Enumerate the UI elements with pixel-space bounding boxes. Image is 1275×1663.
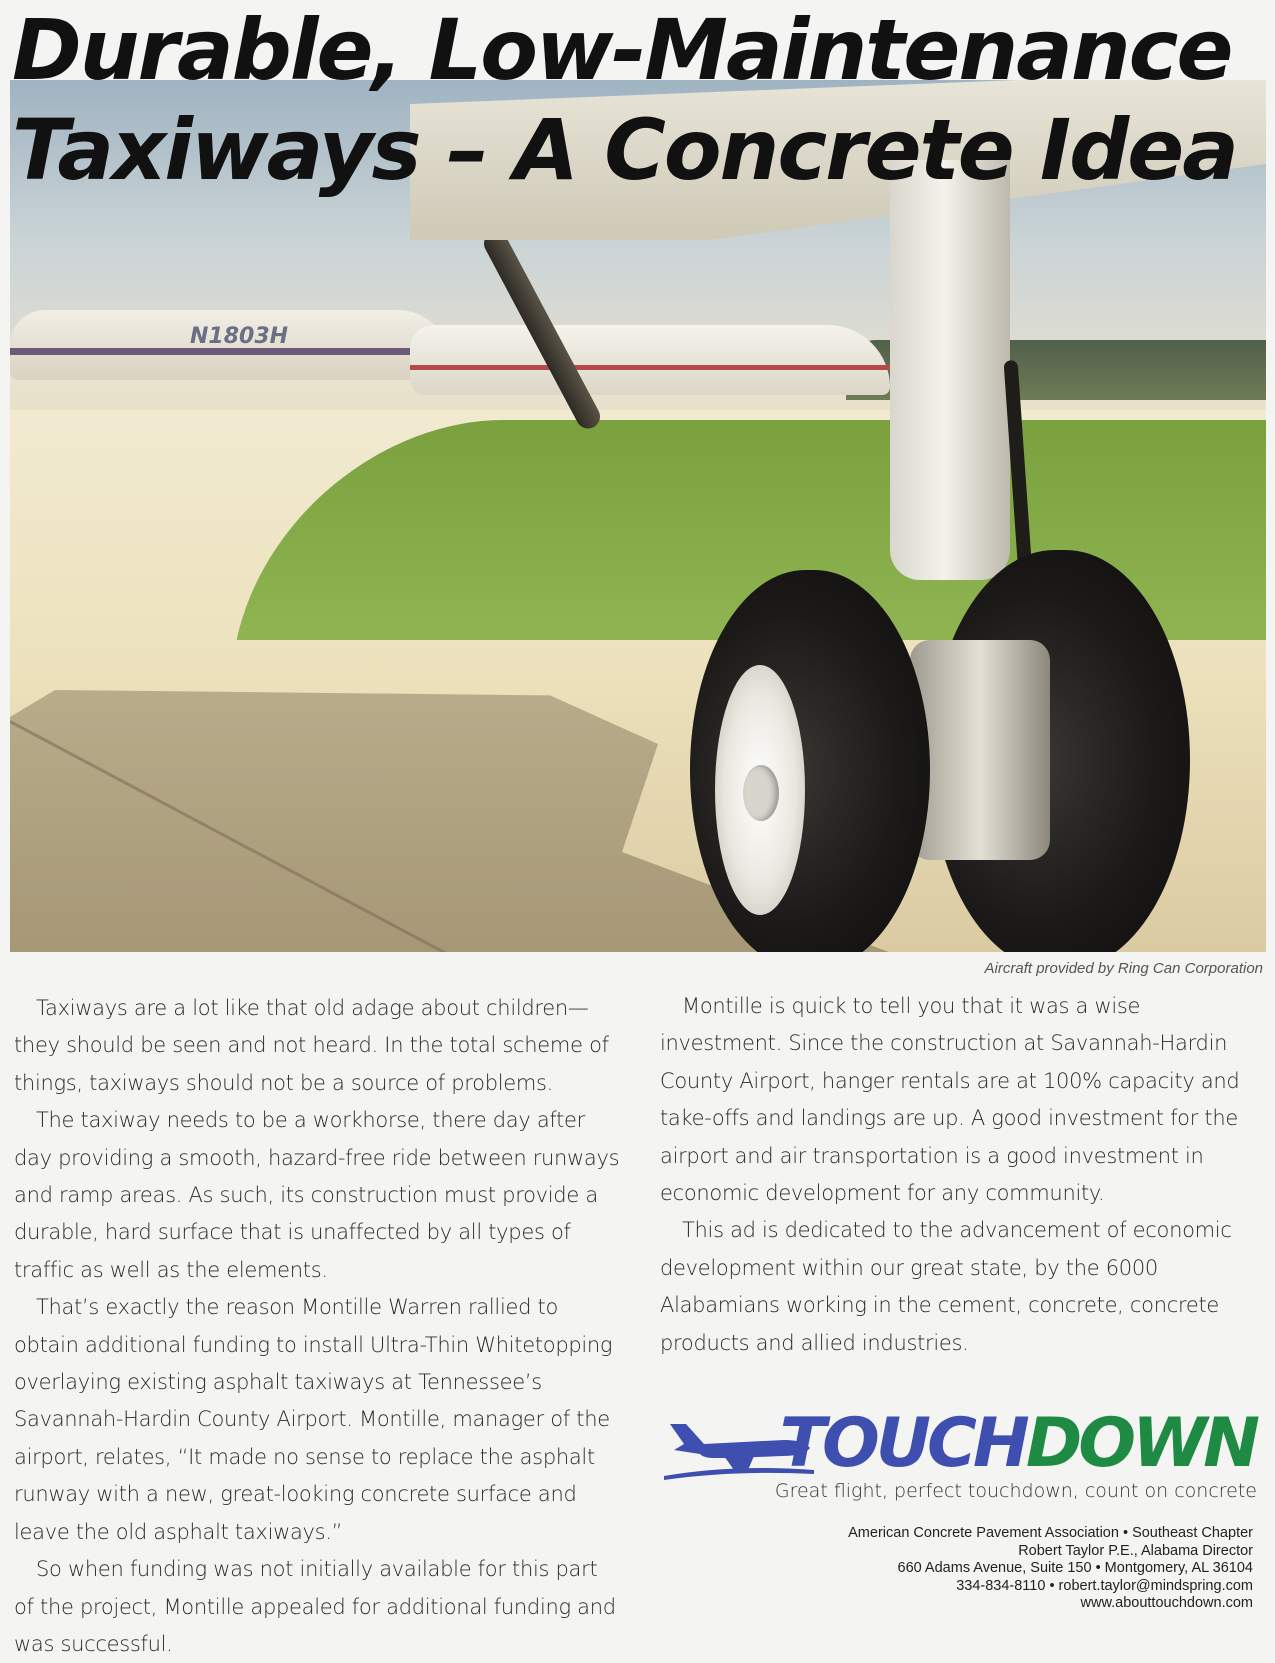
contact-address: 660 Adams Avenue, Suite 150 • Montgomery, AL 36104 [897,1560,1253,1577]
photo-wheel-hub [910,640,1050,860]
contact-person: Robert Taylor P.E., Alabama Director [1018,1542,1253,1559]
photo-parked-plane [10,310,450,380]
paragraph: This ad is dedicated to the advancement of economic development within our great state, by the 6000 Alabamians working in the cement, concrete, concrete products and allied industries. [660,1218,1232,1355]
article-right-column [660,988,1260,1362]
contact-organization: American Concrete Pavement Association • Southeast Chapter [848,1525,1253,1541]
paragraph: So when funding was not initially available for this part of the project, Montille appealed for additional funding and was successful. [14,1557,616,1656]
brand-name-down: DOWN [1025,1404,1256,1483]
contact-phone-email: 334-834-8110 • robert.taylor@mindspring.com [956,1577,1253,1594]
aircraft-registration: N1803H [190,324,289,349]
headline-line-1: Durable, Low-Maintenance [12,1,1232,99]
brand-name-touch: TOUCH [779,1404,1026,1483]
photo-landing-gear-strut [890,160,1010,580]
paragraph: The taxiway needs to be a workhorse, there day after day providing a smooth, hazard-free ride between runways and ramp areas. As such, its construction must provide a durable, hard surface that is unaffected by all types of traffic as well as the elements. [14,1108,620,1282]
paragraph: Montille is quick to tell you that it was a wise investment. Since the construction at Savannah-Hardin County Airport, hanger rentals are at 100% capacity and take-offs and landings are up. A good investment for the airport and air transportation is a good investment in economic development for any community. [660,994,1240,1206]
paragraph: That’s exactly the reason Montille Warren rallied to obtain additional funding to install Ultra-Thin Whitetopping overlaying existing asphalt taxiways at Tennessee’s Savannah-Hardin County Airport. Montille, manager of the airport, relates, “It made no sense to replace the asphalt runway with a new, great-looking concrete surface and leave the old asphalt taxiways.” [14,1295,613,1544]
photo-parked-plane-2 [410,325,890,395]
contact-website: www.abouttouchdown.com [1080,1595,1253,1612]
contact-block [848,1525,1253,1613]
brand-tagline: Great flight, perfect touchdown, count on concrete [774,1480,1257,1502]
headline-line-2: Taxiways – A Concrete Idea [12,101,1237,199]
paragraph: Taxiways are a lot like that old adage about children—they should be seen and not heard. In the total scheme of things, taxiways should not be a source of problems. [14,996,609,1095]
photo-credit: Aircraft provided by Ring Can Corporation [984,960,1263,977]
hero-photo [10,80,1266,952]
headline [12,0,1237,200]
article-left-column [14,990,620,1663]
photo-wheel-rim [715,665,805,915]
brand-name [780,1404,1256,1484]
touchdown-logo [664,1404,1264,1484]
